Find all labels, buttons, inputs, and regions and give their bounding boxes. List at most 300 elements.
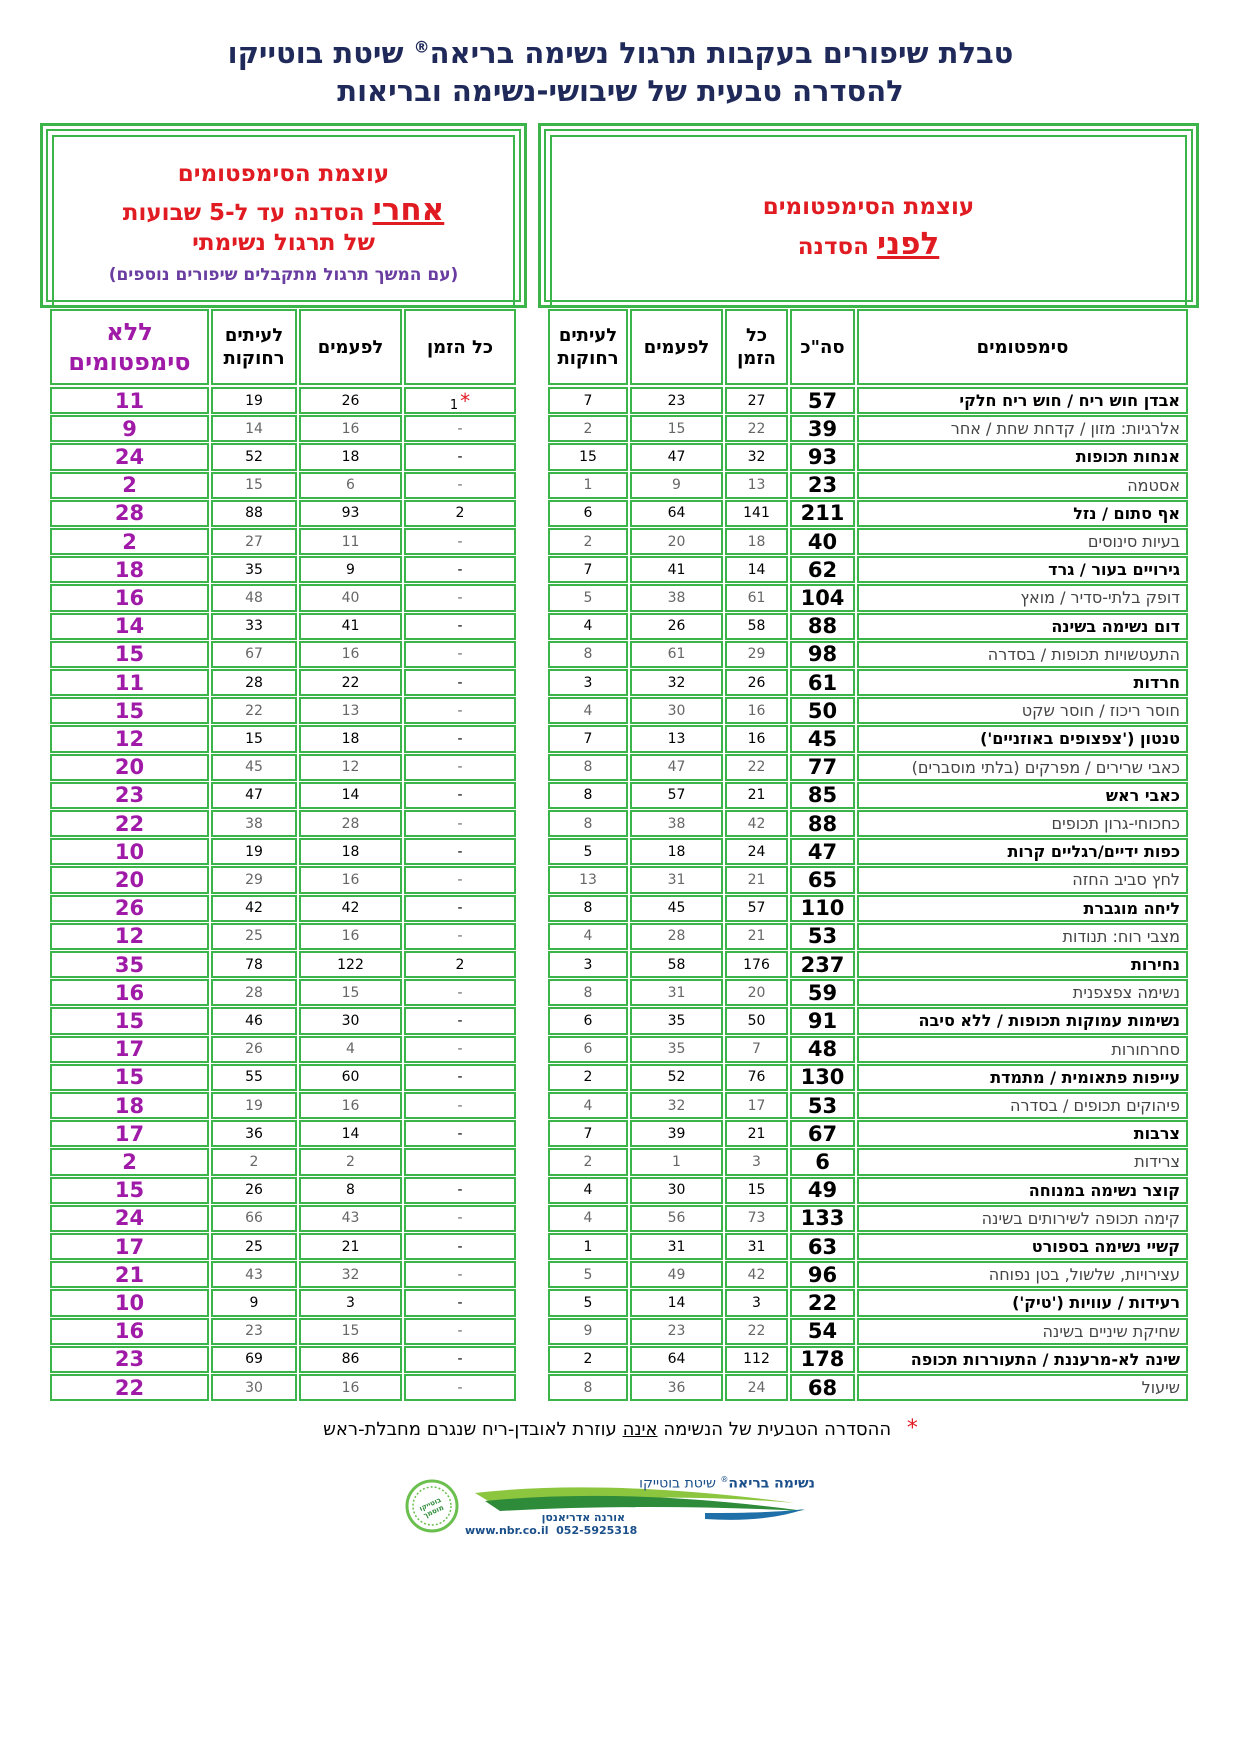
cell-name: [857, 415, 1188, 442]
value-a_none: 10: [114, 840, 145, 864]
cell-b_rare: [548, 669, 628, 696]
value-b_some: 36: [667, 1379, 686, 1396]
value-b_some: 30: [667, 702, 686, 719]
cell-a_rare: [211, 387, 297, 414]
value-a_none: 15: [114, 1065, 145, 1089]
cell-name: [857, 387, 1188, 414]
value-b_always: 50: [747, 1012, 766, 1029]
cell-total: [790, 584, 855, 611]
cell-a_some: [299, 782, 402, 809]
symptom-name: כפות ידיים/רגליים קרות: [1007, 842, 1180, 862]
value-b_some: 32: [667, 1097, 686, 1114]
cell-a_none: [50, 669, 209, 696]
cell-b_rare: [548, 556, 628, 583]
value-total: 47: [807, 840, 838, 864]
value-a_rare: 2: [249, 1153, 259, 1170]
value-b_some: 58: [667, 956, 686, 973]
value-a_none: 23: [114, 783, 145, 807]
header-label-total: סה"כ: [800, 336, 845, 358]
cell-b_some: [630, 1205, 723, 1232]
cell-b_always: [725, 1233, 788, 1260]
value-a_some: 30: [341, 1012, 360, 1029]
after-emph: אחרי: [372, 192, 445, 228]
registered-mark: ®: [413, 37, 430, 57]
cell-a_always: [404, 669, 516, 696]
cell-a_rare: [211, 1374, 297, 1401]
cell-b_some: [630, 472, 723, 499]
cell-a_rare: [211, 697, 297, 724]
cell-a_rare: [211, 895, 297, 922]
cell-b_rare: [548, 443, 628, 470]
value-a_rare: 52: [245, 448, 263, 465]
cell-a_rare: [211, 782, 297, 809]
value-a_rare: 22: [245, 702, 263, 719]
cell-a_rare: [211, 1318, 297, 1345]
cell-a_none: [50, 725, 209, 752]
symptom-name: צרבות: [1133, 1124, 1180, 1144]
cell-a_some: [299, 838, 402, 865]
cell-total: [790, 1007, 855, 1034]
logo-seal-text: בוטייקו מוסמך: [418, 1495, 446, 1520]
cell-b_some: [630, 754, 723, 781]
value-a_some: 60: [341, 1069, 360, 1086]
value-a_rare: 67: [245, 646, 263, 663]
symptom-name: התעטשויות תכופות / בסדרה: [987, 644, 1180, 664]
cell-name: [857, 1374, 1188, 1401]
cell-a_always: [404, 500, 516, 527]
value-b_rare: 2: [583, 1069, 593, 1086]
cell-total: [790, 979, 855, 1006]
cell-b_always: [725, 1036, 788, 1063]
cell-b_rare: [548, 866, 628, 893]
cell-b_rare: [548, 923, 628, 950]
cell-a_none: [50, 528, 209, 555]
value-a_some: 13: [341, 702, 360, 719]
cell-total: [790, 387, 855, 414]
cell-a_rare: [211, 1064, 297, 1091]
value-b_rare: 7: [583, 561, 593, 578]
value-b_some: 1: [672, 1153, 681, 1170]
header-cell-b_always: [725, 309, 788, 385]
symptom-name: רעידות / עוויות ('טיק'): [1012, 1293, 1180, 1313]
cell-name: [857, 838, 1188, 865]
value-a_rare: 46: [245, 1012, 263, 1029]
symptom-name: חוסר ריכוז / חוסר שקט: [1021, 701, 1180, 721]
value-a_always: -: [457, 1210, 463, 1227]
cell-a_always: [404, 1205, 516, 1232]
cell-a_none: [50, 1007, 209, 1034]
value-a_none: 15: [114, 642, 145, 666]
cell-a_always: [404, 754, 516, 781]
value-b_rare: 2: [583, 1153, 593, 1170]
value-total: 237: [800, 953, 845, 977]
cell-a_some: [299, 387, 402, 414]
value-total: 91: [807, 1009, 838, 1033]
symptom-name: עייפות פתאומית / מתמדת: [990, 1067, 1180, 1087]
value-a_rare: 33: [245, 618, 263, 635]
cell-b_some: [630, 500, 723, 527]
symptom-name: אף סתום / נזל: [1073, 503, 1180, 523]
value-a_always: -: [457, 448, 463, 465]
cell-b_some: [630, 895, 723, 922]
cell-b_rare: [548, 1120, 628, 1147]
value-a_always: -: [457, 533, 463, 550]
footnote-star-marker: *: [460, 389, 471, 413]
cell-name: [857, 472, 1188, 499]
value-b_always: 42: [747, 1266, 766, 1283]
value-b_always: 13: [747, 477, 766, 494]
cell-total: [790, 1261, 855, 1288]
title-main: טבלת שיפורים בעקבות תרגול נשימה בריאה: [429, 36, 1014, 70]
cell-a_rare: [211, 951, 297, 978]
footnote-underlined: אינה: [622, 1419, 658, 1440]
cell-total: [790, 443, 855, 470]
value-a_some: 16: [341, 928, 360, 945]
cell-a_rare: [211, 1205, 297, 1232]
value-a_rare: 25: [245, 928, 263, 945]
symptom-name: כאבי ראש: [1105, 785, 1180, 805]
cell-a_none: [50, 387, 209, 414]
value-b_always: 22: [747, 1323, 766, 1340]
value-b_some: 13: [667, 730, 686, 747]
value-a_some: 15: [341, 1323, 360, 1340]
cell-a_some: [299, 1205, 402, 1232]
cell-a_rare: [211, 1289, 297, 1316]
cell-a_always: [404, 838, 516, 865]
footnote-part2: עוזרת לאובדן-ריח שנגרם מחבלת-ראש: [323, 1419, 617, 1440]
logo-method: שיטת בוטייקו: [639, 1475, 716, 1492]
value-a_always: -: [457, 928, 463, 945]
value-a_always: -: [457, 1182, 463, 1199]
cell-name: [857, 1318, 1188, 1345]
value-a_none: 16: [114, 1319, 145, 1343]
value-a_none: 35: [114, 953, 145, 977]
cell-name: [857, 1120, 1188, 1147]
value-b_always: 42: [747, 815, 766, 832]
cell-a_some: [299, 443, 402, 470]
cell-name: [857, 669, 1188, 696]
symptom-name: עצירויות, שלשול, בטן נפוחה: [988, 1265, 1180, 1285]
cell-a_always: [404, 1346, 516, 1373]
value-a_always: -: [457, 1125, 463, 1142]
cell-b_some: [630, 979, 723, 1006]
header-cell-total: [790, 309, 855, 385]
value-b_some: 31: [667, 871, 686, 888]
header-label-a_always: כל הזמן: [426, 336, 494, 358]
cell-a_none: [50, 443, 209, 470]
cell-a_some: [299, 669, 402, 696]
value-a_always: -: [457, 1041, 463, 1058]
cell-a_always: [404, 1148, 516, 1175]
cell-a_some: [299, 584, 402, 611]
value-a_rare: 27: [245, 533, 263, 550]
header-cell-b_rare: [548, 309, 628, 385]
cell-a_always: [404, 1289, 516, 1316]
cell-name: [857, 951, 1188, 978]
value-a_none: 24: [114, 1206, 145, 1230]
cell-a_always: [404, 1120, 516, 1147]
value-a_none: 15: [114, 1009, 145, 1033]
footnote: [0, 1416, 1241, 1441]
value-a_always: -: [457, 1069, 463, 1086]
cell-total: [790, 669, 855, 696]
value-a_some: 9: [346, 561, 355, 578]
cell-name: [857, 1177, 1188, 1204]
before-header-box: [538, 123, 1199, 308]
value-a_some: 2: [346, 1153, 355, 1170]
value-a_none: 17: [114, 1235, 145, 1259]
cell-name: [857, 754, 1188, 781]
cell-a_always: [404, 1261, 516, 1288]
cell-a_none: [50, 754, 209, 781]
cell-name: [857, 697, 1188, 724]
value-a_none: 14: [114, 614, 145, 638]
cell-total: [790, 1064, 855, 1091]
cell-b_always: [725, 951, 788, 978]
cell-a_rare: [211, 979, 297, 1006]
cell-b_some: [630, 1318, 723, 1345]
value-a_rare: 14: [245, 420, 263, 437]
header-label-b_rare: לעיתים רחוקות: [557, 325, 619, 369]
after-line4: (עם המשך תרגול מתקבלים שיפורים נוספים): [108, 265, 459, 285]
cell-b_rare: [548, 472, 628, 499]
value-a_none: 16: [114, 586, 145, 610]
value-a_rare: 19: [245, 843, 263, 860]
value-a_none: 10: [114, 1291, 145, 1315]
cell-total: [790, 782, 855, 809]
value-b_rare: 1: [583, 477, 593, 494]
value-a_none: 2: [122, 1150, 137, 1174]
cell-b_some: [630, 866, 723, 893]
value-a_always: -: [457, 1238, 463, 1255]
header-cell-a_none: [50, 309, 209, 385]
cell-name: [857, 1205, 1188, 1232]
cell-b_always: [725, 556, 788, 583]
cell-b_rare: [548, 810, 628, 837]
value-a_some: 40: [341, 589, 360, 606]
symptom-name: שחיקת שיניים בשינה: [1042, 1321, 1180, 1341]
cell-a_some: [299, 1007, 402, 1034]
cell-a_none: [50, 584, 209, 611]
value-b_always: 16: [747, 730, 766, 747]
cell-b_rare: [548, 895, 628, 922]
cell-a_some: [299, 1120, 402, 1147]
value-b_always: 24: [747, 843, 766, 860]
value-a_always: -: [457, 561, 463, 578]
cell-a_always: [404, 725, 516, 752]
value-a_none: 20: [114, 868, 145, 892]
logo-contact: www.nbr.co.il 052-5925318: [465, 1524, 638, 1537]
cell-b_rare: [548, 613, 628, 640]
symptom-name: שינה לא-מרעננת / התעוררות תכופה: [910, 1349, 1180, 1369]
cell-a_always: [404, 979, 516, 1006]
cell-b_rare: [548, 415, 628, 442]
cell-a_always: [404, 528, 516, 555]
value-b_rare: 13: [579, 871, 597, 888]
after-header-box: [40, 123, 527, 308]
cell-name: [857, 725, 1188, 752]
cell-a_none: [50, 1120, 209, 1147]
value-a_rare: 30: [245, 1379, 263, 1396]
value-total: 6: [815, 1150, 830, 1174]
header-cell-name: [857, 309, 1188, 385]
cell-a_none: [50, 810, 209, 837]
cell-b_some: [630, 1036, 723, 1063]
value-total: 93: [807, 445, 838, 469]
cell-b_some: [630, 1233, 723, 1260]
cell-name: [857, 500, 1188, 527]
value-b_some: 32: [667, 674, 686, 691]
cell-total: [790, 1120, 855, 1147]
symptom-name: בעיות סינוסים: [1087, 532, 1180, 552]
value-a_always: [406, 389, 514, 412]
cell-b_always: [725, 1148, 788, 1175]
value-a_rare: 69: [245, 1351, 263, 1368]
cell-b_always: [725, 1092, 788, 1119]
value-b_some: 45: [667, 900, 686, 917]
value-a_some: 22: [341, 674, 360, 691]
cell-b_some: [630, 697, 723, 724]
symptom-name: מצבי רוח: תנודות: [1062, 926, 1180, 946]
cell-a_none: [50, 979, 209, 1006]
cell-a_some: [299, 1092, 402, 1119]
cell-a_some: [299, 528, 402, 555]
value-a_always: -: [457, 1323, 463, 1340]
value-b_rare: 7: [583, 730, 593, 747]
cell-b_rare: [548, 1007, 628, 1034]
cell-a_none: [50, 951, 209, 978]
cell-a_rare: [211, 1120, 297, 1147]
value-a_always: -: [457, 589, 463, 606]
value-a_none: 2: [122, 473, 137, 497]
value-a_rare: 29: [245, 871, 263, 888]
cell-a_always: [404, 1064, 516, 1091]
symptom-name: שיעול: [1141, 1378, 1180, 1398]
value-total: 23: [807, 473, 838, 497]
value-a_some: 18: [341, 448, 360, 465]
value-a_some: 16: [341, 1379, 360, 1396]
cell-a_some: [299, 1036, 402, 1063]
cell-b_rare: [548, 754, 628, 781]
value-b_some: 31: [667, 1238, 686, 1255]
after-rest: הסדנה עד ל-5 שבועות: [122, 200, 365, 226]
value-total: 53: [807, 924, 838, 948]
symptom-name: אבדן חוש ריח / חוש ריח חלקי: [959, 391, 1180, 411]
cell-a_some: [299, 1289, 402, 1316]
value-b_some: 9: [672, 477, 681, 494]
value-total: 104: [800, 586, 845, 610]
symptom-name: חרדות: [1133, 673, 1180, 693]
cell-a_always: [404, 895, 516, 922]
value-b_some: 15: [667, 420, 686, 437]
value-a_always: -: [457, 702, 463, 719]
value-b_always: 22: [747, 759, 766, 776]
cell-total: [790, 895, 855, 922]
cell-b_some: [630, 387, 723, 414]
cell-total: [790, 528, 855, 555]
value-a_none: 16: [114, 981, 145, 1005]
cell-a_none: [50, 895, 209, 922]
value-a_none: 9: [122, 417, 137, 441]
cell-a_some: [299, 866, 402, 893]
cell-a_none: [50, 1205, 209, 1232]
value-b_always: 141: [743, 505, 770, 522]
value-a_rare: 28: [245, 984, 263, 1001]
value-total: 67: [807, 1122, 838, 1146]
cell-total: [790, 838, 855, 865]
value-a_rare: 48: [245, 589, 263, 606]
value-b_some: 61: [667, 646, 686, 663]
cell-total: [790, 923, 855, 950]
cell-a_some: [299, 641, 402, 668]
cell-a_rare: [211, 669, 297, 696]
value-b_rare: 2: [583, 1351, 593, 1368]
value-a_always: -: [457, 900, 463, 917]
cell-a_rare: [211, 1007, 297, 1034]
value-b_rare: 4: [583, 702, 593, 719]
cell-a_rare: [211, 1261, 297, 1288]
value-b_some: 20: [667, 533, 686, 550]
cell-a_some: [299, 725, 402, 752]
cell-name: [857, 641, 1188, 668]
value-a_some: 6: [346, 477, 355, 494]
cell-a_rare: [211, 1092, 297, 1119]
cell-b_rare: [548, 1092, 628, 1119]
value-a_always: -: [457, 1294, 463, 1311]
value-a_some: 14: [341, 787, 360, 804]
value-total: 88: [807, 614, 838, 638]
value-total: 110: [800, 896, 845, 920]
cell-total: [790, 1318, 855, 1345]
value-total: 63: [807, 1235, 838, 1259]
value-a_always: -: [457, 730, 463, 747]
cell-total: [790, 1036, 855, 1063]
cell-b_some: [630, 415, 723, 442]
value-b_some: 41: [667, 561, 686, 578]
cell-b_always: [725, 613, 788, 640]
cell-a_none: [50, 1177, 209, 1204]
value-b_some: 23: [667, 392, 686, 409]
cell-a_rare: [211, 1233, 297, 1260]
cell-a_none: [50, 556, 209, 583]
cell-a_always: [404, 810, 516, 837]
value-b_always: 7: [752, 1041, 761, 1058]
cell-b_some: [630, 725, 723, 752]
value-b_always: 3: [752, 1153, 761, 1170]
value-b_rare: 8: [583, 984, 593, 1001]
cell-a_none: [50, 1318, 209, 1345]
cell-name: [857, 895, 1188, 922]
cell-b_rare: [548, 951, 628, 978]
page-title: [0, 36, 1241, 70]
value-a_always: -: [457, 1097, 463, 1114]
value-b_rare: 2: [583, 533, 593, 550]
value-total: 50: [807, 699, 838, 723]
cell-a_always: [404, 387, 516, 414]
cell-b_rare: [548, 1064, 628, 1091]
value-a_none: 11: [114, 389, 145, 413]
value-b_rare: 15: [579, 448, 597, 465]
value-a_rare: 15: [245, 730, 263, 747]
value-b_rare: 2: [583, 420, 593, 437]
value-b_always: 17: [747, 1097, 766, 1114]
value-a_some: 28: [341, 815, 360, 832]
cell-a_none: [50, 641, 209, 668]
cell-total: [790, 1346, 855, 1373]
cell-a_always: [404, 697, 516, 724]
cell-a_some: [299, 754, 402, 781]
value-a_some: 12: [341, 759, 360, 776]
